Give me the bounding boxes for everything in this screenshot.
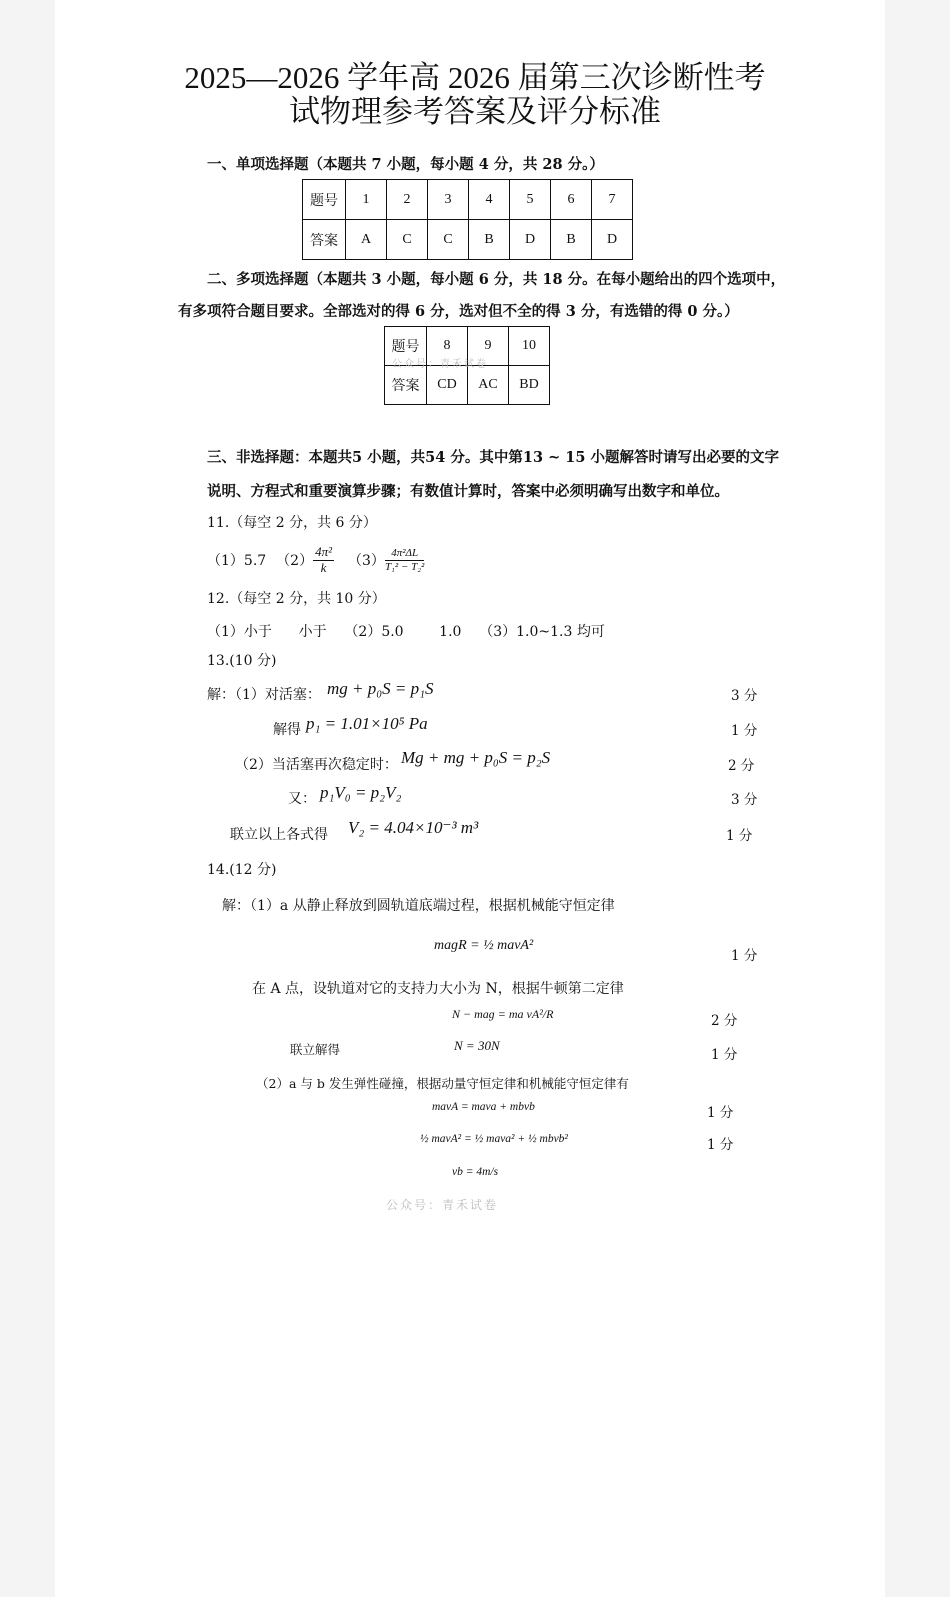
title-line-2: 试物理参考答案及评分标准 [289, 94, 661, 129]
table-cell: 9 [468, 327, 509, 366]
q12-answers: （1）小于 小于 （2）5.0 1.0 （3）1.0~1.3 均可 [207, 624, 605, 640]
table-header-answer: 答案 [303, 220, 346, 260]
q13-score-4: 3 分 [731, 792, 758, 808]
table-header-question: 题号 [385, 327, 427, 366]
q13-line4-text: 又： [288, 791, 316, 807]
table-cell: 10 [509, 327, 550, 366]
q11-part3-fraction [385, 547, 424, 573]
q14-score-5: 1 分 [707, 1137, 734, 1153]
table-cell: CD [427, 366, 468, 405]
q13-score-2: 1 分 [731, 723, 758, 739]
q11-part1: （1）5.7 [207, 553, 267, 569]
fraction-denominator: k [320, 559, 327, 575]
section1-answer-table [302, 179, 633, 260]
q11-part3-label: （3） [348, 553, 385, 569]
fraction-numerator: 4π²ΔL [385, 547, 424, 561]
q14-equation-2: N − maɡ = ma vA²/R [452, 1007, 554, 1021]
table-cell: BD [509, 366, 550, 405]
q13-score-5: 1 分 [726, 828, 753, 844]
q13-score-3: 2 分 [728, 758, 755, 774]
q13-equation-3: Mg + mg + p₀S = p₂S [401, 748, 551, 767]
table-cell: 8 [427, 327, 468, 366]
q11-answers [207, 540, 424, 580]
table-cell: D [592, 220, 633, 260]
q14-score-4: 1 分 [707, 1105, 734, 1121]
table-cell: B [551, 220, 592, 260]
table-cell: C [387, 220, 428, 260]
title-line-1: 2025—2026 学年高 2026 届第三次诊断性考 [184, 60, 766, 95]
q14-score-1: 1 分 [731, 948, 758, 964]
table-cell: 3 [428, 180, 469, 220]
table-cell: 2 [387, 180, 428, 220]
q14-line-4: （2）a 与 b 发生弹性碰撞，根据动量守恒定律和机械能守恒定律有 [256, 1076, 629, 1091]
section2-heading-line-1: 二、多项选择题（本题共 3 小题，每小题 6 分，共 18 分。在每小题给出的四个选项中， [207, 271, 786, 288]
q13-header: 13.(10 分) [207, 653, 277, 669]
q13-line1-text: 解：（1）对活塞： [207, 687, 321, 703]
table-cell: 4 [469, 180, 510, 220]
q11-part2-label: （2） [276, 553, 314, 569]
q13-equation-1: mg + p₀S = p₁S [327, 679, 434, 698]
table-header-answer: 答案 [385, 366, 427, 405]
table-cell: 5 [510, 180, 551, 220]
table-cell: B [469, 220, 510, 260]
table-cell: C [428, 220, 469, 260]
q14-equation-6: vb = 4m/s [452, 1166, 499, 1178]
q14-line-3-text: 联立解得 [290, 1042, 341, 1057]
q13-equation-2: p₁ = 1.01×10⁵ Pa [306, 714, 428, 733]
q14-score-2: 2 分 [711, 1013, 738, 1029]
q13-line2-text: 解得 [273, 722, 301, 738]
section2-heading-line-2: 有多项符合题目要求。全部选对的得 6 分，选对但不全的得 3 分，有选错的得 0 分。） [178, 303, 739, 320]
q14-equation-1: maɡR = ½ mavA² [434, 938, 534, 953]
q11-header: 11.（每空 2 分，共 6 分） [207, 515, 377, 531]
q13-equation-4: p₁V₀ = p₂V₂ [320, 783, 402, 802]
q14-line-2: 在 A 点，设轨道对它的支持力大小为 N，根据牛顿第二定律 [252, 981, 624, 997]
q14-equation-5: ½ mavA² = ½ mava² + ½ mbvb² [420, 1133, 568, 1145]
table-cell: 1 [346, 180, 387, 220]
q13-score-1: 3 分 [731, 688, 758, 704]
table-cell: AC [468, 366, 509, 405]
fraction-denominator: T₁² − T₂² [384, 560, 425, 573]
q14-equation-3: N = 30N [454, 1038, 500, 1053]
table-cell: 7 [592, 180, 633, 220]
table-cell: D [510, 220, 551, 260]
table-watermark: 公众号：青禾试卷 [392, 359, 488, 370]
fraction-numerator: 4π² [315, 543, 333, 559]
q13-line5-text: 联立以上各式得 [230, 827, 328, 843]
q14-header: 14.(12 分) [207, 862, 277, 878]
q14-line-1: 解：（1）a 从静止释放到圆轨道底端过程，根据机械能守恒定律 [222, 898, 615, 914]
q12-header: 12.（每空 2 分，共 10 分） [207, 591, 386, 607]
q13-equation-5: V₂ = 4.04×10⁻³ m³ [348, 818, 479, 837]
table-cell: A [346, 220, 387, 260]
q14-score-3: 1 分 [711, 1047, 738, 1063]
table-cell: 6 [551, 180, 592, 220]
q13-line3-text: （2）当活塞再次稳定时： [235, 757, 398, 773]
section3-heading-line-2: 说明、方程式和重要演算步骤；有数值计算时，答案中必须明确写出数字和单位。 [207, 483, 729, 500]
section1-heading: 一、单项选择题（本题共 7 小题，每小题 4 分，共 28 分。） [207, 156, 604, 173]
footer-watermark: 公众号：青禾试卷 [386, 1198, 499, 1212]
q14-equation-4: mavA = mava + mbvb [432, 1101, 535, 1113]
table-header-question: 题号 [303, 180, 346, 220]
q11-part2-fraction [313, 545, 334, 576]
section3-heading-line-1: 三、非选择题：本题共5 小题，共54 分。其中第13 ~ 15 小题解答时请写出必要的文字 [207, 449, 780, 466]
